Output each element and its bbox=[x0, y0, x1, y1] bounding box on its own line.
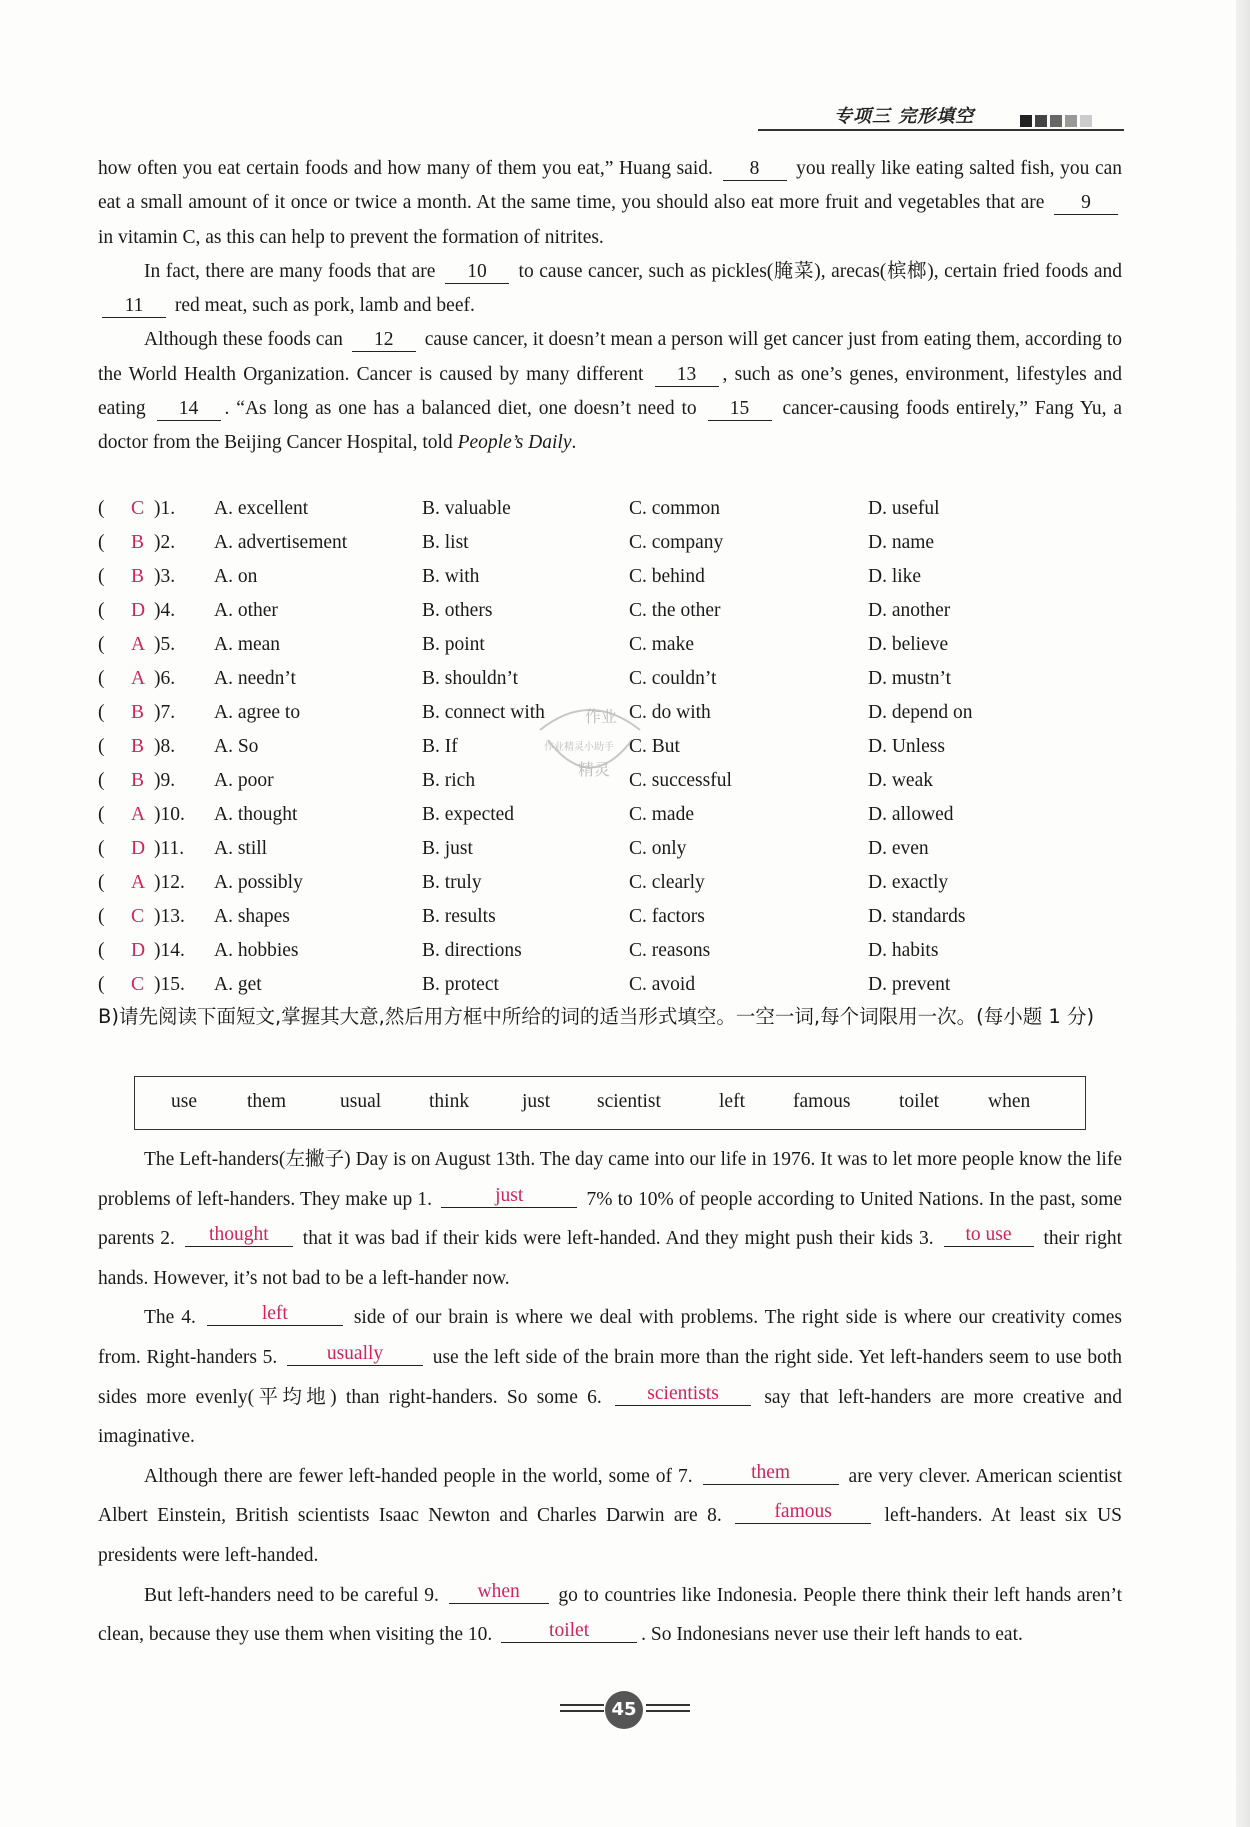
passage-a-paragraph-2 bbox=[98, 255, 1122, 324]
option-d: D. allowed bbox=[868, 804, 954, 825]
answer-3: to use bbox=[944, 1224, 1034, 1247]
blank-11: 11 bbox=[102, 295, 166, 318]
text-segment: say that left-handers are more creative and imaginative. bbox=[98, 1386, 1123, 1448]
text-segment: use the left side of the brain more than the right side. Yet left-handers seem to use both sides more evenly(平均地) than right-handers. So some 6. bbox=[98, 1346, 1123, 1408]
option-c: C. couldn’t bbox=[629, 668, 717, 689]
option-c: C. do with bbox=[629, 702, 711, 723]
question-answer: C bbox=[131, 974, 145, 995]
question-number: )2. bbox=[154, 532, 176, 553]
footer-lines-right bbox=[646, 1704, 690, 1716]
question-paren: ( bbox=[98, 940, 105, 961]
option-b: B. truly bbox=[422, 872, 482, 893]
text-segment: cancer-causing foods entirely,” Fang Yu, a doctor from the Beijing Cancer Hospital, told bbox=[98, 398, 1123, 454]
option-a: A. get bbox=[214, 974, 262, 995]
question-answer: B bbox=[131, 532, 145, 553]
text-segment: you really like eating salted fish, you can eat a small amount of it once or twice a month. At the same time, you should also eat more fruit and vegetables that are bbox=[98, 158, 1123, 214]
text-segment: Although there are fewer left-handed people in the world, some of 7. bbox=[144, 1465, 693, 1487]
question-row bbox=[98, 629, 1128, 663]
question-paren: ( bbox=[98, 770, 105, 791]
page-footer bbox=[560, 1691, 690, 1731]
blank-12: 12 bbox=[352, 329, 416, 352]
text-segment: 7% to 10% of people according to United Nations. In the past, some parents 2. bbox=[98, 1188, 1123, 1250]
text-segment: . So Indonesians never use their left hands to eat. bbox=[641, 1624, 1023, 1646]
option-b: B. results bbox=[422, 906, 496, 927]
option-d: D. name bbox=[868, 532, 935, 553]
text-segment: their right hands. However, it’s not bad to be a left-hander now. bbox=[98, 1228, 1123, 1289]
question-number: )10. bbox=[154, 804, 185, 825]
option-a: A. agree to bbox=[214, 702, 301, 723]
answer-4: left bbox=[207, 1303, 343, 1326]
word-option: scientist bbox=[597, 1091, 661, 1112]
question-paren: ( bbox=[98, 634, 105, 655]
passage-a bbox=[98, 152, 1122, 461]
question-answer: A bbox=[131, 668, 146, 689]
watermark-text-1: 作业 bbox=[585, 707, 618, 726]
text-segment: But left-handers need to be careful 9. bbox=[144, 1584, 439, 1606]
question-number: )7. bbox=[154, 702, 176, 723]
blank-8: 8 bbox=[723, 158, 787, 181]
option-b: B. If bbox=[422, 736, 458, 757]
question-row bbox=[98, 663, 1128, 697]
header-block bbox=[1080, 115, 1092, 127]
passage-a-paragraph-1 bbox=[98, 152, 1122, 255]
answer-7: them bbox=[703, 1462, 839, 1485]
question-number: )4. bbox=[154, 600, 176, 621]
section-b-instruction bbox=[98, 1000, 1122, 1034]
option-b: B. list bbox=[422, 532, 469, 553]
blank-14: 14 bbox=[157, 398, 221, 421]
header-block bbox=[1035, 115, 1047, 127]
answer-2: thought bbox=[185, 1224, 293, 1247]
question-paren: ( bbox=[98, 804, 105, 825]
page-number: 45 bbox=[605, 1691, 643, 1729]
question-answer: C bbox=[131, 906, 145, 927]
option-a: A. poor bbox=[214, 770, 274, 791]
answer-8: famous bbox=[735, 1501, 871, 1524]
question-paren: ( bbox=[98, 668, 105, 689]
question-paren: ( bbox=[98, 498, 105, 519]
word-option: usual bbox=[340, 1091, 382, 1112]
option-a: A. shapes bbox=[214, 906, 290, 927]
option-c: C. the other bbox=[629, 600, 721, 621]
option-b: B. valuable bbox=[422, 498, 511, 519]
question-paren: ( bbox=[98, 736, 105, 757]
question-answer: B bbox=[131, 566, 145, 587]
question-paren: ( bbox=[98, 906, 105, 927]
passage-b-paragraph-4 bbox=[98, 1576, 1122, 1655]
option-c: C. factors bbox=[629, 906, 705, 927]
passage-b bbox=[98, 1140, 1122, 1655]
option-b: B. rich bbox=[422, 770, 476, 791]
question-answer: A bbox=[131, 872, 146, 893]
question-paren: ( bbox=[98, 532, 105, 553]
option-d: D. even bbox=[868, 838, 929, 859]
header-block bbox=[1050, 115, 1062, 127]
question-row bbox=[98, 799, 1128, 833]
word-option: just bbox=[522, 1091, 551, 1112]
option-d: D. standards bbox=[868, 906, 966, 927]
text-segment: In fact, there are many foods that are bbox=[144, 260, 436, 282]
text-segment: how often you eat certain foods and how many of them you eat,” Huang said. bbox=[98, 158, 713, 179]
option-c: C. clearly bbox=[629, 872, 705, 893]
question-number: )12. bbox=[154, 872, 185, 893]
question-number: )9. bbox=[154, 770, 176, 791]
question-number: )1. bbox=[154, 498, 176, 519]
question-number: )11. bbox=[154, 838, 185, 859]
question-paren: ( bbox=[98, 974, 105, 995]
word-box bbox=[134, 1076, 1086, 1130]
question-paren: ( bbox=[98, 566, 105, 587]
answer-10: toilet bbox=[501, 1620, 637, 1643]
question-paren: ( bbox=[98, 600, 105, 621]
option-b: B. with bbox=[422, 566, 480, 587]
option-c: C. made bbox=[629, 804, 694, 825]
text-segment: The Left-handers(左撇子) Day is on August 13th. The day came into our life in 1976. It was to let more people know the life problems of left-handers. They make up 1. bbox=[98, 1149, 1122, 1210]
option-d: D. Unless bbox=[868, 736, 945, 757]
blank-9: 9 bbox=[1054, 192, 1118, 215]
question-answer: D bbox=[131, 940, 146, 961]
text-segment: The 4. bbox=[144, 1307, 196, 1329]
text-segment: are very clever. American scientist Albert Einstein, British scientists Isaac Newton and Charles Darwin are 8. bbox=[98, 1465, 1122, 1527]
passage-b-paragraph-2 bbox=[98, 1298, 1122, 1456]
question-answer: B bbox=[131, 770, 145, 791]
text-segment: to cause cancer, such as pickles(腌菜), arecas(槟榔), certain fried foods and bbox=[518, 260, 1123, 282]
question-answer: A bbox=[131, 634, 146, 655]
option-d: D. mustn’t bbox=[868, 668, 952, 689]
watermark-seal-icon bbox=[530, 700, 650, 790]
question-number: )14. bbox=[154, 940, 185, 961]
text-segment: go to countries like Indonesia. People there think their left hands aren’t clean, because they use them when visiting the 10. bbox=[98, 1584, 1123, 1646]
question-answer: B bbox=[131, 736, 145, 757]
text-segment: . “As long as one has a balanced diet, one doesn’t need to bbox=[224, 398, 697, 420]
word-option: think bbox=[429, 1091, 470, 1112]
question-number: )3. bbox=[154, 566, 176, 587]
option-c: C. only bbox=[629, 838, 687, 859]
question-number: )8. bbox=[154, 736, 176, 757]
text-segment: Although these foods can bbox=[144, 329, 343, 351]
option-a: A. So bbox=[214, 736, 259, 757]
option-c: C. common bbox=[629, 498, 720, 519]
option-a: A. possibly bbox=[214, 872, 303, 893]
option-c: C. But bbox=[629, 736, 680, 757]
word-option: toilet bbox=[899, 1091, 940, 1112]
question-number: )5. bbox=[154, 634, 176, 655]
option-c: C. company bbox=[629, 532, 724, 553]
question-row bbox=[98, 527, 1128, 561]
option-a: A. on bbox=[214, 566, 258, 587]
passage-a-paragraph-3 bbox=[98, 323, 1122, 460]
answer-5: usually bbox=[287, 1343, 423, 1366]
word-option: famous bbox=[793, 1091, 851, 1112]
option-a: A. hobbies bbox=[214, 940, 299, 961]
option-c: C. make bbox=[629, 634, 694, 655]
question-paren: ( bbox=[98, 872, 105, 893]
text-segment: side of our brain is where we deal with problems. The right side is where our creativity comes from. Right-handers 5. bbox=[98, 1307, 1122, 1368]
question-paren: ( bbox=[98, 838, 105, 859]
option-c: C. behind bbox=[629, 566, 705, 587]
option-d: D. prevent bbox=[868, 974, 951, 995]
option-b: B. shouldn’t bbox=[422, 668, 519, 689]
option-c: C. reasons bbox=[629, 940, 711, 961]
question-paren: ( bbox=[98, 702, 105, 723]
passage-b-paragraph-3 bbox=[98, 1457, 1122, 1576]
blank-13: 13 bbox=[655, 364, 719, 387]
option-c: C. successful bbox=[629, 770, 732, 791]
option-b: B. connect with bbox=[422, 702, 545, 723]
answer-9: when bbox=[449, 1581, 549, 1604]
option-b: B. point bbox=[422, 634, 485, 655]
word-option: them bbox=[247, 1091, 286, 1112]
question-answer: A bbox=[131, 804, 146, 825]
question-answer: D bbox=[131, 600, 146, 621]
watermark-seal bbox=[530, 700, 650, 790]
option-d: D. useful bbox=[868, 498, 940, 519]
question-row bbox=[98, 969, 1128, 1003]
option-a: A. thought bbox=[214, 804, 298, 825]
question-row bbox=[98, 833, 1128, 867]
newspaper-name: People’s Daily bbox=[457, 432, 572, 454]
word-option: use bbox=[171, 1091, 197, 1112]
option-b: B. others bbox=[422, 600, 493, 621]
text-segment: cause cancer, it doesn’t mean a person will get cancer just from eating them, according to the World Health Organization. Cancer is caused by many different bbox=[98, 329, 1123, 385]
question-answer: C bbox=[131, 498, 145, 519]
option-a: A. still bbox=[214, 838, 268, 859]
option-c: C. avoid bbox=[629, 974, 696, 995]
word-option: left bbox=[719, 1091, 745, 1112]
question-answer: D bbox=[131, 838, 146, 859]
question-row bbox=[98, 901, 1128, 935]
blank-15: 15 bbox=[708, 398, 772, 421]
text-segment: in vitamin C, as this can help to prevent the formation of nitrites. bbox=[98, 226, 604, 248]
question-answer: B bbox=[131, 702, 145, 723]
question-row bbox=[98, 493, 1128, 527]
page-edge bbox=[1236, 0, 1250, 1827]
question-number: )6. bbox=[154, 668, 176, 689]
option-a: A. needn’t bbox=[214, 668, 296, 689]
blank-10: 10 bbox=[445, 261, 509, 284]
header-block bbox=[1020, 115, 1032, 127]
header-block bbox=[1065, 115, 1077, 127]
option-d: D. depend on bbox=[868, 702, 973, 723]
section-b-instruction-text: B)请先阅读下面短文,掌握其大意,然后用方框中所给的词的适当形式填空。一空一词,每个词限用一次。(每小题 1 分) bbox=[98, 1005, 1095, 1028]
option-b: B. protect bbox=[422, 974, 499, 995]
question-number: )15. bbox=[154, 974, 185, 995]
text-segment: , such as one’s genes, environment, lifestyles and eating bbox=[98, 363, 1122, 420]
option-d: D. habits bbox=[868, 940, 939, 961]
option-d: D. like bbox=[868, 566, 922, 587]
question-row bbox=[98, 561, 1128, 595]
word-option: when bbox=[988, 1091, 1031, 1112]
passage-b-paragraph-1 bbox=[98, 1140, 1122, 1298]
question-row bbox=[98, 867, 1128, 901]
watermark-text-3: 精灵 bbox=[578, 760, 611, 779]
option-b: B. directions bbox=[422, 940, 522, 961]
footer-lines-left bbox=[560, 1704, 604, 1716]
page-header bbox=[758, 100, 1124, 130]
option-a: A. mean bbox=[214, 634, 281, 655]
answer-6: scientists bbox=[615, 1383, 751, 1406]
option-a: A. advertisement bbox=[214, 532, 348, 553]
option-d: D. another bbox=[868, 600, 951, 621]
option-b: B. expected bbox=[422, 804, 515, 825]
watermark-text-2: 作业精灵小助手 bbox=[544, 742, 614, 753]
text-segment: left-handers. At least six US presidents were left-handed. bbox=[98, 1505, 1123, 1566]
text-segment: red meat, such as pork, lamb and beef. bbox=[174, 295, 475, 317]
option-a: A. other bbox=[214, 600, 278, 621]
text-segment: . bbox=[571, 432, 577, 454]
question-row bbox=[98, 595, 1128, 629]
question-row bbox=[98, 935, 1128, 969]
option-b: B. just bbox=[422, 838, 473, 859]
header-decoration bbox=[1020, 114, 1095, 132]
option-d: D. weak bbox=[868, 770, 933, 791]
question-number: )13. bbox=[154, 906, 185, 927]
option-a: A. excellent bbox=[214, 498, 309, 519]
header-title: 专项三 完形填空 bbox=[834, 106, 975, 127]
text-segment: that it was bad if their kids were left-handed. And they might push their kids 3. bbox=[302, 1228, 934, 1250]
option-d: D. believe bbox=[868, 634, 949, 655]
option-d: D. exactly bbox=[868, 872, 949, 893]
answer-1: just bbox=[441, 1185, 577, 1208]
